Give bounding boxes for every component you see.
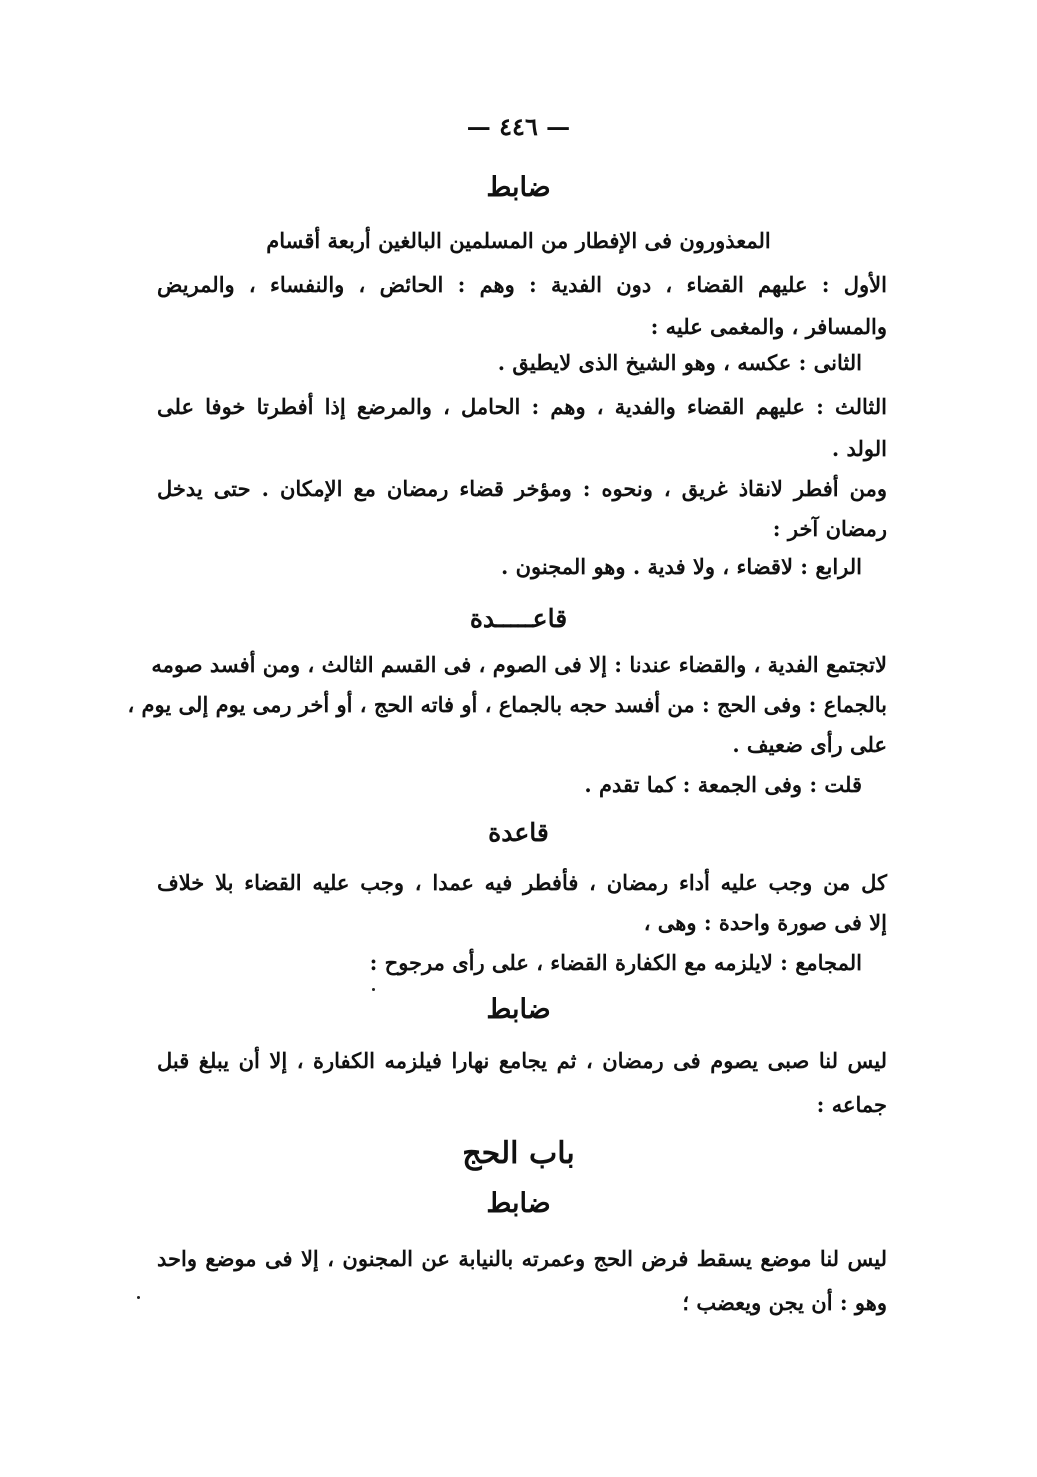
qaida-two-line-2: إلا فى صورة واحدة : وهى ، (643, 910, 887, 935)
category-four-line: الرابع : لاقضاء ، ولا فدية . وهو المجنون . (500, 554, 862, 579)
category-one-line-1: الأول : عليهم القضاء ، دون الفدية : وهم : الحائض ، والنفساء ، والمريض (157, 272, 887, 297)
chapter-heading-hajj: باب الحج (462, 1136, 575, 1171)
qaida-one-line-4: قلت : وفى الجمعة : كما تقدم . (584, 772, 862, 797)
category-three-line-1: الثالث : عليهم القضاء والفدية ، وهم : الحامل ، والمرضع إذا أفطرتا خوفا على (157, 394, 887, 419)
iftar-rescue-line-2: رمضان آخر : (772, 516, 887, 541)
section-heading-qaida-1: قاعـــــدة (469, 604, 568, 633)
section-heading-dabit-1: ضابط (486, 172, 551, 203)
section-heading-qaida-2: قاعدة (488, 818, 549, 847)
qaida-two-line-3: المجامع : لايلزمه مع الكفارة القضاء ، على رأى مرجوح : (369, 950, 862, 975)
scan-speck (137, 1296, 140, 1299)
dabit-three-line-2: وهو : أن يجن ويعضب ؛ (682, 1290, 887, 1315)
qaida-one-line-1: لاتجتمع الفدية ، والقضاء عندنا : إلا فى الصوم ، فى القسم الثالث ، ومن أفسد صومه (151, 652, 887, 677)
category-three-line-2: الولد . (831, 436, 887, 461)
scan-speck (372, 988, 375, 991)
dabit-two-line-1: ليس لنا صبى يصوم فى رمضان ، ثم يجامع نهارا فيلزمه الكفارة ، إلا أن يبلغ قبل (157, 1048, 887, 1073)
qaida-one-line-2: بالجماع : وفى الحج : من أفسد حجه بالجماع ، أو فاته الحج ، أو أخر رمى يوم إلى يوم ، (127, 692, 887, 717)
category-two-line: الثانى : عكسه ، وهو الشيخ الذى لايطيق . (497, 350, 862, 375)
section-heading-dabit-2: ضابط (486, 994, 551, 1025)
intro-line: المعذورون فى الإفطار من المسلمين البالغين أربعة أقسام (266, 228, 771, 253)
section-heading-dabit-3: ضابط (486, 1188, 551, 1219)
page-number: — ٤٤٦ — (466, 112, 571, 141)
qaida-one-line-3: على رأى ضعيف . (732, 732, 887, 757)
iftar-rescue-line-1: ومن أفطر لانقاذ غريق ، ونحوه : ومؤخر قضاء رمضان مع الإمكان . حتى يدخل (157, 476, 887, 501)
category-one-line-2: والمسافر ، والمغمى عليه : (650, 314, 887, 339)
dabit-two-line-2: جماعه : (816, 1092, 887, 1117)
dabit-three-line-1: ليس لنا موضع يسقط فرض الحج وعمرته بالنيابة عن المجنون ، إلا فى موضع واحد (157, 1246, 887, 1271)
qaida-two-line-1: كل من وجب عليه أداء رمضان ، فأفطر فيه عمدا ، وجب عليه القضاء بلا خلاف (157, 870, 887, 895)
